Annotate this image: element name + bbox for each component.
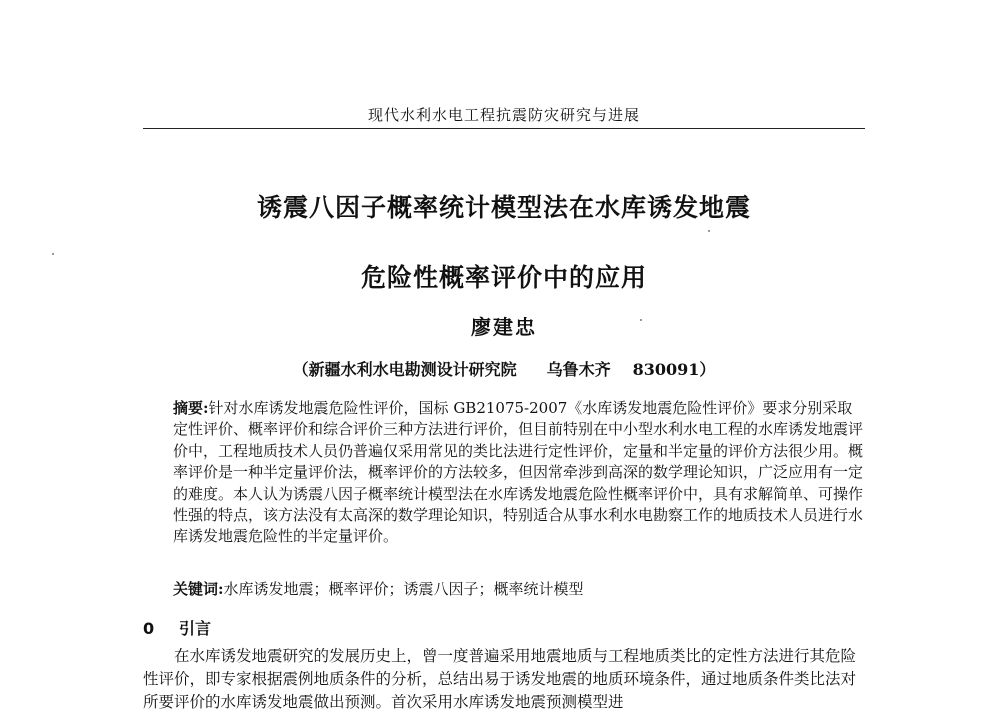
scan-speck: [640, 319, 642, 321]
affiliation: [143, 357, 865, 380]
affiliation-close-paren: ）: [699, 360, 716, 379]
affiliation-open-paren: （: [292, 360, 309, 379]
section-title: 引言: [179, 619, 212, 638]
scan-speck: [52, 253, 54, 255]
affiliation-city: 乌鲁木齐: [546, 360, 611, 379]
keywords-label: 关键词:: [173, 580, 224, 598]
author-name: 廖建忠: [471, 315, 537, 339]
article-title-line2: 危险性概率评价中的应用: [360, 263, 647, 292]
affiliation-postcode: 830091: [632, 360, 700, 379]
abstract: [173, 398, 865, 548]
keywords-text: 水库诱发地震；概率评价；诱震八因子；概率统计模型: [223, 580, 584, 598]
abstract-text: 针对水库诱发地震危险性评价，国标 GB21075-2007《水库诱发地震危险性评价》要求分别采取定性评价、概率评价和综合评价三种方法进行评价，但目前特别在中小型水利水电工程的水库诱发地震评价中，工程地质技术人员仍普遍仅采用常见的类比法进行定性评价，定量和半定量的评价方法很少用。概率评价是一种半定量评价法，概率评价的方法较多，但因常牵涉到高深的数学理论知识，广泛应用有一定的难度。本人认为诱震八因子概率统计模型法在水库诱发地震危险性概率评价中，具有求解简单、可操作性强的特点，该方法没有太高深的数学理论知识，特别适合从事水利水电勘察工作的地质技术人员进行水库诱发地震危险性的半定量评价。: [173, 399, 864, 546]
abstract-label: 摘要:: [173, 399, 209, 417]
header-rule: [143, 128, 865, 129]
affiliation-institution: 新疆水利水电勘测设计研究院: [308, 360, 517, 379]
article-title-line1: 诱震八因子概率统计模型法在水库诱发地震: [256, 193, 751, 222]
intro-paragraph: 在水库诱发地震研究的发展历史上，曾一度普遍采用地震地质与工程地质类比的定性方法进行其危险性评价，即专家根据震例地质条件的分析，总结出易于诱发地震的地质环境条件，通过地质条件类比法对所要评价的水库诱发地震做出预测。首次采用水库诱发地震预测模型进: [143, 647, 857, 711]
running-header: 现代水利水电工程抗震防灾研究与进展: [367, 106, 640, 124]
scan-speck: [708, 230, 710, 232]
section-heading: [143, 616, 211, 639]
keywords: [173, 579, 865, 600]
section-number: 0: [143, 619, 155, 638]
